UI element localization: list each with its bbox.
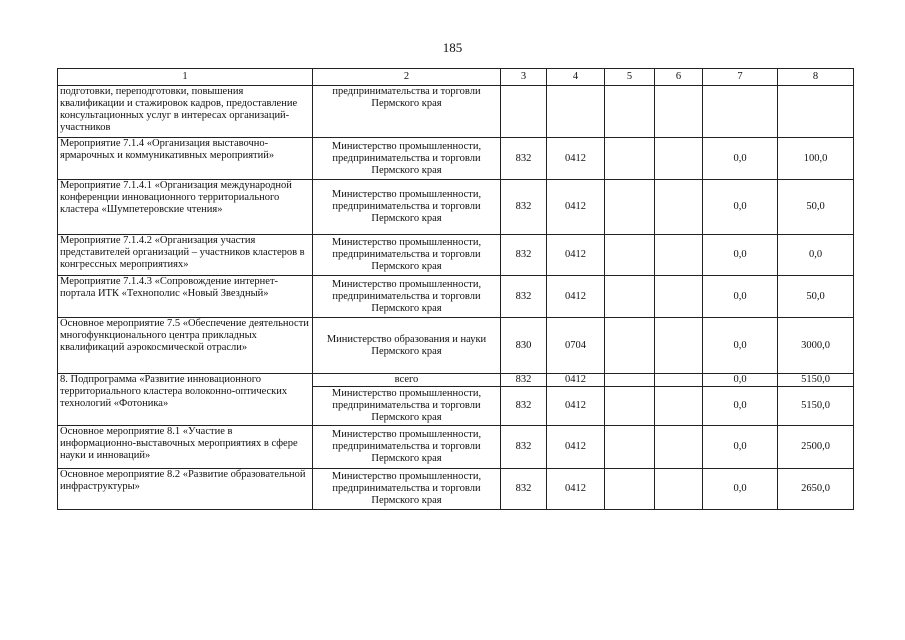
code-cell: 832 xyxy=(501,469,547,510)
header-row xyxy=(58,69,854,86)
code-cell: 830 xyxy=(501,318,547,374)
amount-cell xyxy=(778,86,854,138)
amount-cell: 0,0 xyxy=(778,235,854,276)
code-cell xyxy=(605,374,655,387)
code-cell xyxy=(655,469,703,510)
amount-cell: 0,0 xyxy=(703,180,778,235)
amount-cell: 2500,0 xyxy=(778,426,854,469)
amount-cell: 0,0 xyxy=(703,318,778,374)
executor-cell: Министерство промышленности, предпринимательства и торговли Пермского края xyxy=(313,469,501,510)
code-cell: 0412 xyxy=(547,276,605,318)
executor-cell: Министерство промышленности, предпринимательства и торговли Пермского края xyxy=(313,387,501,426)
code-cell xyxy=(655,235,703,276)
activity-name-cell: Основное мероприятие 7.5 «Обеспечение деятельности многофункционального центра прикладных квалификаций аэрокосмической отрасли» xyxy=(58,318,313,374)
header-cell: 4 xyxy=(547,69,605,86)
table-row xyxy=(58,235,854,276)
code-cell: 0704 xyxy=(547,318,605,374)
executor-cell: Министерство промышленности, предпринимательства и торговли Пермского края xyxy=(313,276,501,318)
budget-table xyxy=(57,68,854,510)
header-cell: 7 xyxy=(703,69,778,86)
executor-cell: Министерство промышленности, предпринимательства и торговли Пермского края xyxy=(313,138,501,180)
amount-cell: 5150,0 xyxy=(778,387,854,426)
amount-cell: 0,0 xyxy=(703,387,778,426)
executor-cell: Министерство промышленности, предпринимательства и торговли Пермского края xyxy=(313,426,501,469)
amount-cell: 0,0 xyxy=(703,276,778,318)
code-cell: 832 xyxy=(501,180,547,235)
activity-name-cell: Основное мероприятие 8.2 «Развитие образовательной инфраструктуры» xyxy=(58,469,313,510)
amount-cell: 2650,0 xyxy=(778,469,854,510)
code-cell xyxy=(655,276,703,318)
amount-cell: 0,0 xyxy=(703,426,778,469)
code-cell xyxy=(655,426,703,469)
activity-name-cell: Мероприятие 7.1.4.3 «Сопровождение интернет-портала ИТК «Технополис «Новый Звездный» xyxy=(58,276,313,318)
table-row xyxy=(58,318,854,374)
code-cell: 832 xyxy=(501,387,547,426)
code-cell: 832 xyxy=(501,426,547,469)
header-cell: 6 xyxy=(655,69,703,86)
amount-cell: 100,0 xyxy=(778,138,854,180)
code-cell: 832 xyxy=(501,276,547,318)
amount-cell: 50,0 xyxy=(778,180,854,235)
amount-cell: 3000,0 xyxy=(778,318,854,374)
executor-cell: Министерство образования и науки Пермского края xyxy=(313,318,501,374)
code-cell xyxy=(655,138,703,180)
code-cell: 832 xyxy=(501,235,547,276)
executor-cell: всего xyxy=(313,374,501,387)
activity-name-cell: подготовки, переподготовки, повышения квалификации и стажировок кадров, предоставление консультационных услуг в интересах организаций-участников xyxy=(58,86,313,138)
code-cell xyxy=(605,469,655,510)
header-cell: 5 xyxy=(605,69,655,86)
code-cell xyxy=(605,86,655,138)
table-row xyxy=(58,469,854,510)
code-cell: 832 xyxy=(501,138,547,180)
code-cell: 0412 xyxy=(547,138,605,180)
header-cell: 1 xyxy=(58,69,313,86)
table-row xyxy=(58,426,854,469)
table-row xyxy=(58,138,854,180)
code-cell xyxy=(655,86,703,138)
amount-cell: 0,0 xyxy=(703,374,778,387)
code-cell: 832 xyxy=(501,374,547,387)
code-cell xyxy=(605,138,655,180)
code-cell xyxy=(605,276,655,318)
code-cell xyxy=(655,318,703,374)
code-cell: 0412 xyxy=(547,387,605,426)
amount-cell: 0,0 xyxy=(703,138,778,180)
subprogram-total-row xyxy=(58,374,854,387)
amount-cell xyxy=(703,86,778,138)
code-cell xyxy=(655,387,703,426)
code-cell: 0412 xyxy=(547,469,605,510)
activity-name-cell: Мероприятие 7.1.4.2 «Организация участия представителей организаций – участников кластеров в конгрессных мероприятиях» xyxy=(58,235,313,276)
amount-cell: 0,0 xyxy=(703,235,778,276)
code-cell xyxy=(605,180,655,235)
code-cell xyxy=(501,86,547,138)
page-number: 185 xyxy=(442,40,463,55)
executor-cell: предпринимательства и торговли Пермского края xyxy=(313,86,501,138)
activity-name-cell: Основное мероприятие 8.1 «Участие в информационно-выставочных мероприятиях в сфере науки и инноваций» xyxy=(58,426,313,469)
code-cell xyxy=(655,374,703,387)
header-cell: 2 xyxy=(313,69,501,86)
header-cell: 3 xyxy=(501,69,547,86)
amount-cell: 5150,0 xyxy=(778,374,854,387)
code-cell xyxy=(605,318,655,374)
executor-cell: Министерство промышленности, предпринимательства и торговли Пермского края xyxy=(313,180,501,235)
table-row xyxy=(58,180,854,235)
code-cell: 0412 xyxy=(547,374,605,387)
code-cell xyxy=(605,426,655,469)
table-row xyxy=(58,86,854,138)
header-cell: 8 xyxy=(778,69,854,86)
amount-cell: 50,0 xyxy=(778,276,854,318)
code-cell xyxy=(547,86,605,138)
executor-cell: Министерство промышленности, предпринимательства и торговли Пермского края xyxy=(313,235,501,276)
activity-name-cell: Мероприятие 7.1.4 «Организация выставочно-ярмарочных и коммуникативных мероприятий» xyxy=(58,138,313,180)
table-row xyxy=(58,276,854,318)
activity-name-cell: Мероприятие 7.1.4.1 «Организация международной конференции инновационного территориального кластера «Шумпетеровские чтения» xyxy=(58,180,313,235)
code-cell xyxy=(605,235,655,276)
code-cell: 0412 xyxy=(547,235,605,276)
code-cell xyxy=(655,180,703,235)
amount-cell: 0,0 xyxy=(703,469,778,510)
code-cell: 0412 xyxy=(547,180,605,235)
code-cell: 0412 xyxy=(547,426,605,469)
subprogram-name-cell: 8. Подпрограмма «Развитие инновационного территориального кластера волоконно-оптических технологий «Фотоника» xyxy=(58,374,313,426)
code-cell xyxy=(605,387,655,426)
